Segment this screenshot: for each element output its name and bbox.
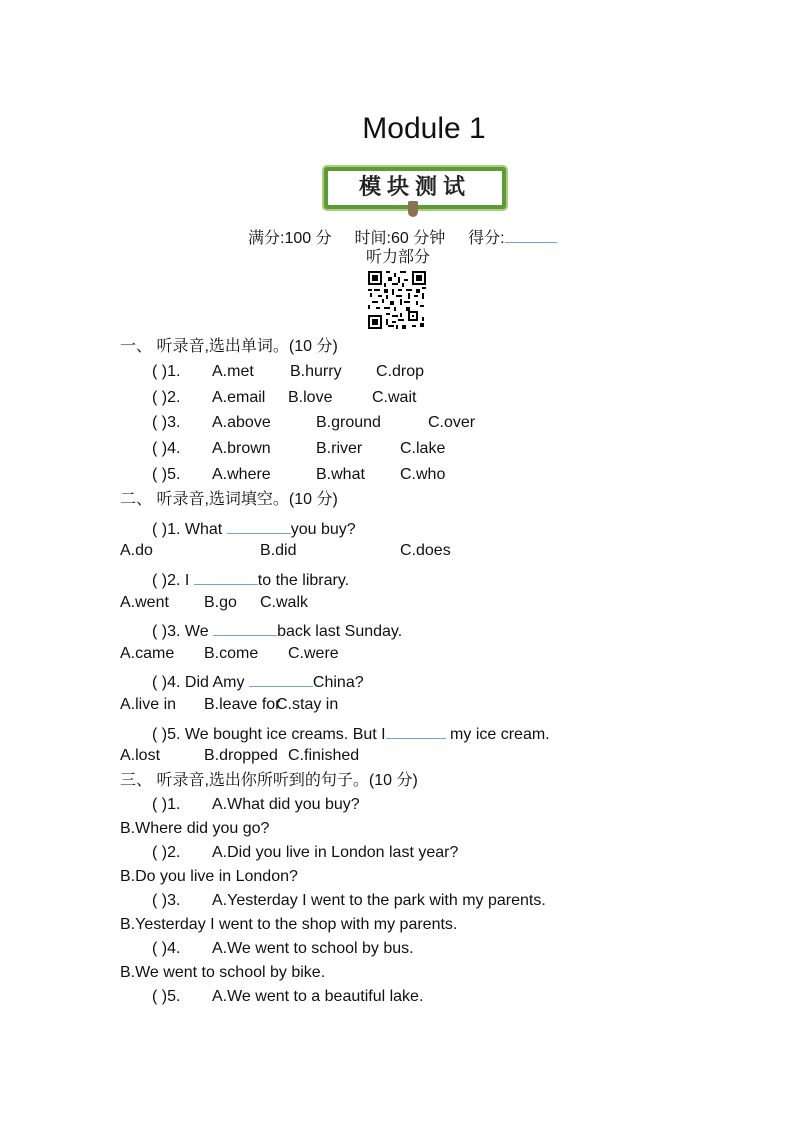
s1-q4-a: A.brown — [212, 440, 271, 457]
s1-q5-c: C.who — [400, 466, 446, 483]
s1-q3-a: A.above — [212, 414, 271, 431]
s2-q4-c: C.stay in — [276, 696, 339, 713]
s1-q3-c: C.over — [428, 414, 476, 431]
s1-q1-b: B.hurry — [290, 363, 342, 380]
s1-q3-num: ( )3. — [152, 414, 181, 431]
s2-q3 — [152, 620, 402, 640]
s2-q5-blank[interactable] — [386, 723, 446, 739]
s3-q1-a: A.What did you buy? — [212, 796, 360, 813]
s3-q4-b: B.We went to school by bike. — [120, 964, 326, 981]
s2-q4-post: China? — [312, 674, 364, 691]
s2-q2-pre: I — [184, 572, 194, 589]
s1-q1-a: A.met — [212, 363, 254, 380]
score-label: 得分: — [468, 230, 505, 247]
s1-q4-c: C.lake — [400, 440, 446, 457]
banner-tassel — [408, 201, 418, 217]
s2-q3-post: back last Sunday. — [277, 623, 403, 640]
s2-q2-num: ( )2. — [152, 572, 181, 589]
s2-q2 — [152, 569, 349, 589]
time-limit: 时间:60 分钟 — [354, 230, 446, 247]
s2-q2-post: to the library. — [257, 572, 350, 589]
s2-q4-b: B.leave for — [204, 696, 281, 713]
s2-q4-a: A.live in — [120, 696, 177, 713]
s3-q5-a: A.We went to a beautiful lake. — [212, 988, 424, 1005]
s3-q2-b: B.Do you live in London? — [120, 868, 298, 885]
s2-q4-num: ( )4. — [152, 674, 181, 691]
s2-q4 — [152, 671, 364, 691]
s3-q3-b: B.Yesterday I went to the shop with my parents. — [120, 916, 458, 933]
s2-q1-blank[interactable] — [227, 518, 291, 534]
banner-label: 模块测试 — [358, 175, 471, 200]
s2-q1-num: ( )1. — [152, 521, 181, 538]
s2-q2-c: C.walk — [260, 594, 309, 611]
score-line — [248, 227, 557, 247]
section2-heading: 二、 听录音,选词填空。(10 分) — [120, 491, 338, 508]
module-test-banner — [316, 161, 508, 217]
s1-q1-num: ( )1. — [152, 363, 181, 380]
s2-q5-post: my ice cream. — [445, 726, 550, 743]
s3-q5-num: ( )5. — [152, 988, 181, 1005]
section3-heading: 三、 听录音,选出你所听到的句子。(10 分) — [120, 772, 418, 789]
s2-q1-c: C.does — [400, 542, 451, 559]
s2-q3-a: A.came — [120, 645, 175, 662]
s1-q2-a: A.email — [212, 389, 266, 406]
s2-q4-pre: Did Amy — [184, 674, 249, 691]
s2-q5 — [152, 723, 550, 743]
s1-q4-b: B.river — [316, 440, 363, 457]
qr-code-icon[interactable] — [368, 271, 426, 329]
s2-q3-num: ( )3. — [152, 623, 181, 640]
s1-q2-b: B.love — [288, 389, 333, 406]
s2-q1-post: you buy? — [290, 521, 356, 538]
s2-q3-blank[interactable] — [213, 620, 277, 636]
full-score: 满分:100 分 — [248, 230, 332, 247]
s2-q5-a: A.lost — [120, 747, 161, 764]
s1-q2-num: ( )2. — [152, 389, 181, 406]
s3-q1-b: B.Where did you go? — [120, 820, 270, 837]
s2-q5-num: ( )5. — [152, 726, 181, 743]
s1-q2-c: C.wait — [372, 389, 417, 406]
s2-q5-pre: We bought ice creams. But I — [184, 726, 386, 743]
s1-q5-num: ( )5. — [152, 466, 181, 483]
s2-q2-blank[interactable] — [194, 569, 258, 585]
s3-q2-num: ( )2. — [152, 844, 181, 861]
s2-q1-a: A.do — [120, 542, 153, 559]
s3-q2-a: A.Did you live in London last year? — [212, 844, 459, 861]
listening-header: 听力部分 — [366, 249, 431, 266]
s2-q2-a: A.went — [120, 594, 169, 611]
s3-q4-num: ( )4. — [152, 940, 181, 957]
s2-q5-c: C.finished — [288, 747, 360, 764]
s1-q5-b: B.what — [316, 466, 365, 483]
s2-q3-pre: We — [184, 623, 214, 640]
page-title: Module 1 — [362, 112, 486, 145]
s2-q5-b: B.dropped — [204, 747, 278, 764]
s1-q4-num: ( )4. — [152, 440, 181, 457]
s3-q3-num: ( )3. — [152, 892, 181, 909]
s2-q1-pre: What — [184, 521, 227, 538]
s3-q4-a: A.We went to school by bus. — [212, 940, 414, 957]
s3-q1-num: ( )1. — [152, 796, 181, 813]
s2-q1-b: B.did — [260, 542, 297, 559]
s2-q3-b: B.come — [204, 645, 259, 662]
score-blank[interactable] — [505, 227, 557, 243]
s1-q1-c: C.drop — [376, 363, 425, 380]
s3-q3-a: A.Yesterday I went to the park with my parents. — [212, 892, 546, 909]
s1-q3-b: B.ground — [316, 414, 381, 431]
s2-q2-b: B.go — [204, 594, 237, 611]
s2-q1 — [152, 518, 356, 538]
s2-q4-blank[interactable] — [249, 671, 313, 687]
section1-heading: 一、 听录音,选出单词。(10 分) — [120, 338, 338, 355]
s2-q3-c: C.were — [288, 645, 339, 662]
s1-q5-a: A.where — [212, 466, 271, 483]
